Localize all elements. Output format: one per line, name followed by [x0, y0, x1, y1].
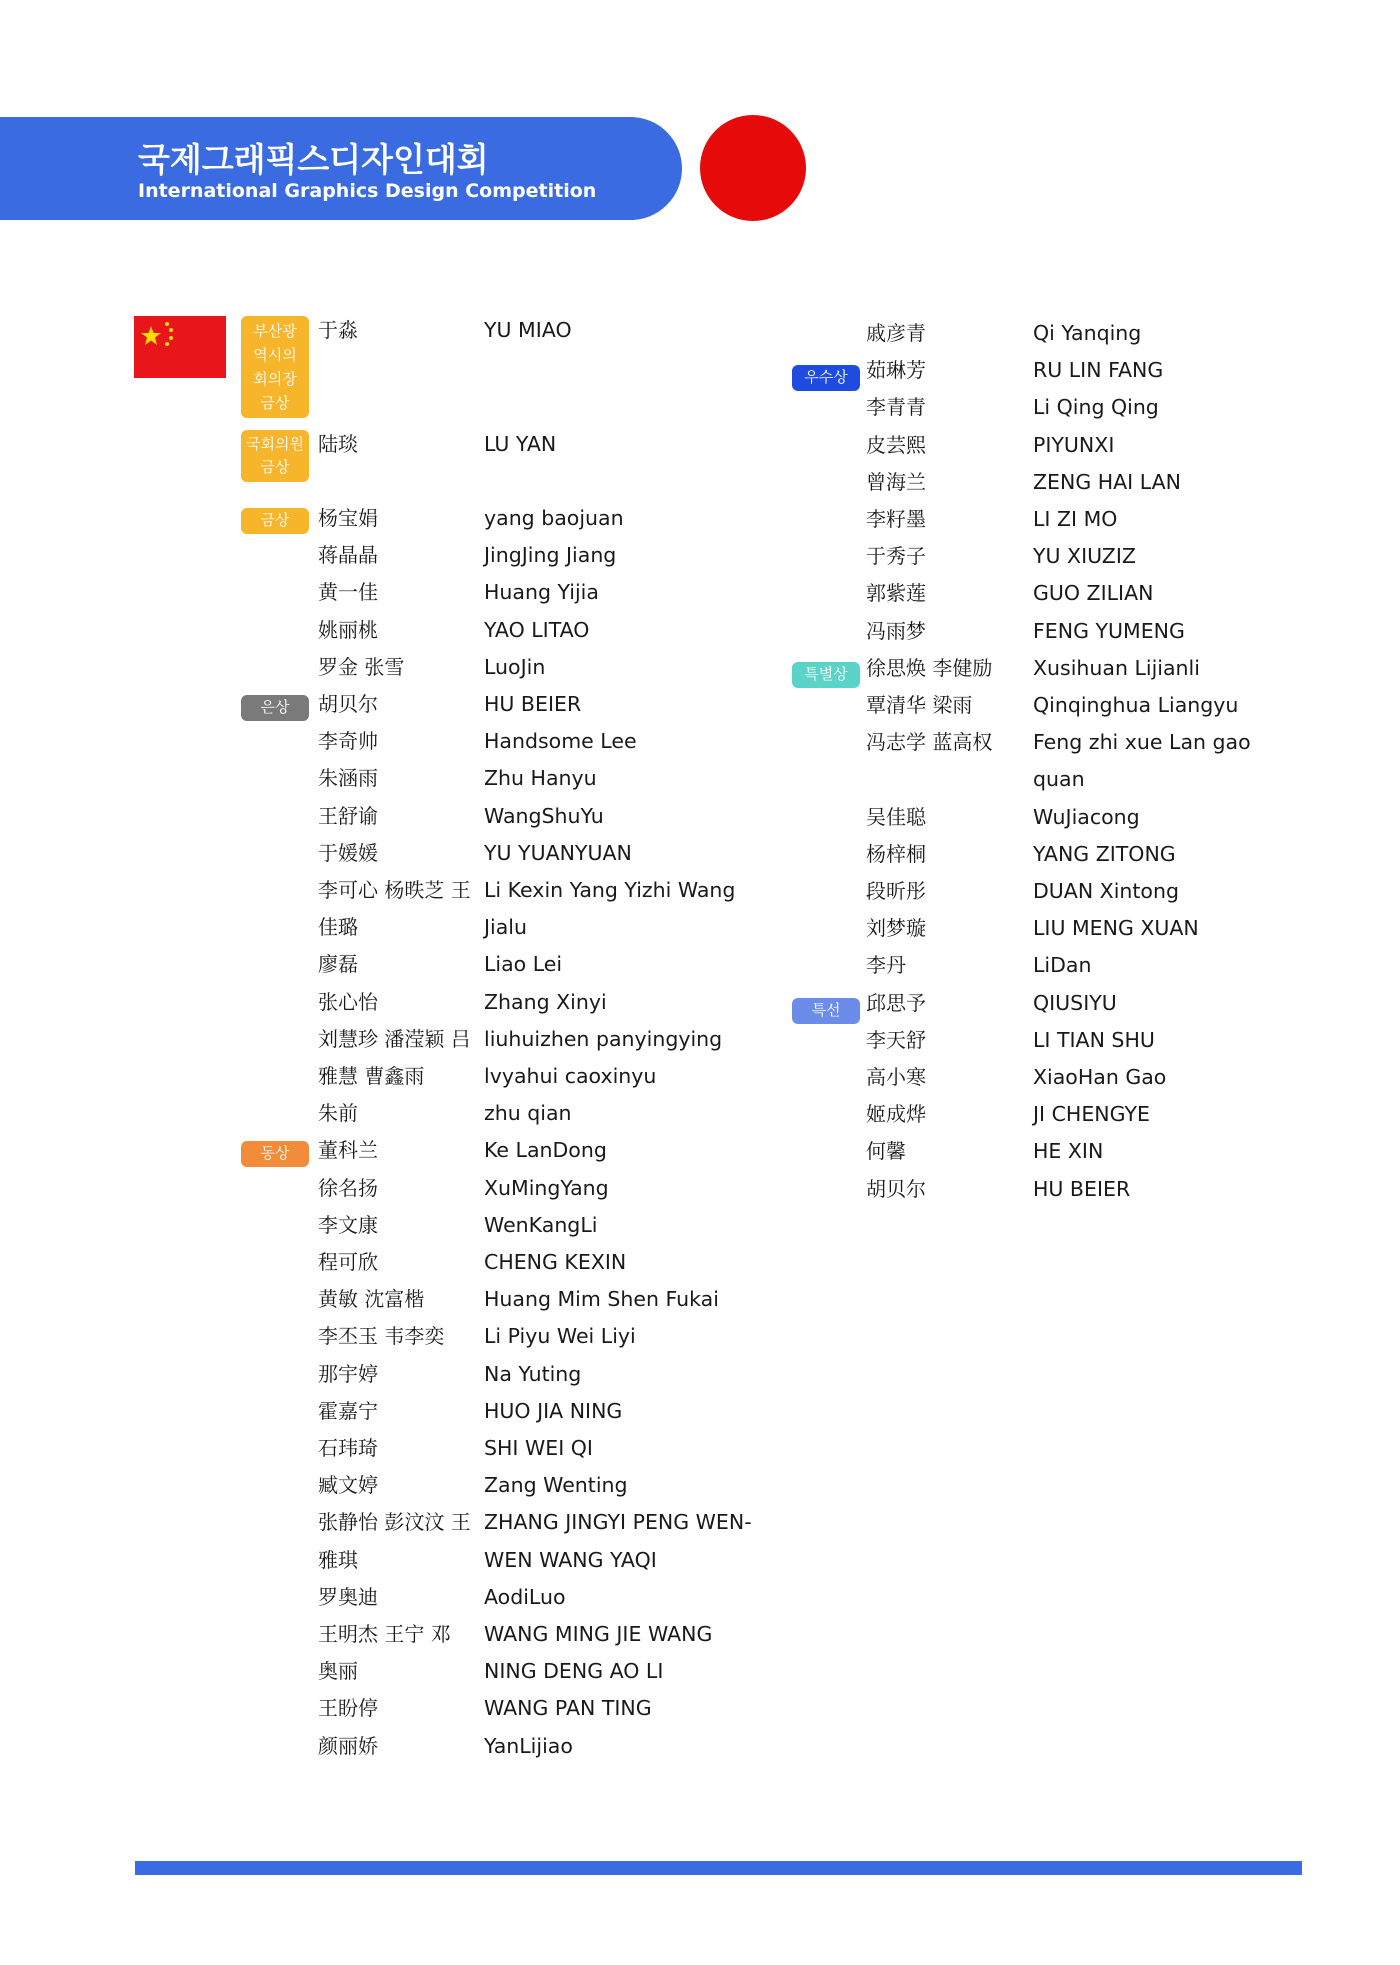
winner-name-english: Qi Yanqing	[1033, 321, 1142, 345]
winner-name-chinese: 廖磊	[318, 952, 358, 977]
winner-name-english: WEN WANG YAQI	[484, 1547, 657, 1572]
winner-name-chinese: 邱思予	[866, 990, 926, 1015]
winner-name-english: CHENG KEXIN	[484, 1250, 627, 1274]
winner-name-chinese: 雅慧 曹鑫雨	[318, 1064, 425, 1088]
winner-name-chinese: 冯雨梦	[866, 618, 926, 643]
winner-name-english: GUO ZILIAN	[1033, 581, 1154, 606]
award-badge-bronze: 동상	[241, 1141, 309, 1167]
winner-name-english: Huang Mim Shen Fukai	[484, 1287, 719, 1312]
winner-name-chinese: 石玮琦	[318, 1436, 378, 1460]
winner-name-english: Ke LanDong	[484, 1138, 607, 1163]
winner-name-chinese: 王明杰 王宁 邓	[318, 1622, 451, 1646]
winner-name-chinese: 黄敏 沈富楷	[318, 1287, 425, 1312]
winner-name-chinese: 吴佳聪	[866, 804, 926, 829]
winner-name-chinese: 高小寒	[866, 1065, 926, 1089]
award-badge-silver: 은상	[241, 695, 309, 721]
winner-name-chinese: 王舒谕	[318, 803, 378, 828]
award-badge-busan: 부산광역시의회의장금상	[241, 316, 309, 418]
winner-name-english: YAO LITAO	[484, 617, 590, 642]
winner-name-chinese: 覃清华 梁雨	[866, 693, 973, 717]
winner-name-chinese: 茹琳芳	[866, 358, 926, 383]
china-flag-icon	[134, 316, 226, 378]
winner-name-english: YanLijiao	[484, 1733, 573, 1758]
winner-name-english: ZENG HAI LAN	[1033, 469, 1181, 494]
red-circle-decoration	[700, 115, 806, 221]
winner-name-chinese: 李青青	[866, 395, 926, 420]
winner-name-english: YANG ZITONG	[1033, 841, 1176, 866]
winner-name-english: JingJing Jiang	[484, 543, 617, 568]
winner-name-english: WenKangLi	[484, 1212, 598, 1237]
winner-name-english: Zhang Xinyi	[484, 989, 607, 1014]
winner-name-chinese: 刘梦璇	[866, 916, 926, 941]
winner-name-english: Huang Yijia	[484, 580, 599, 605]
winner-name-chinese: 黄一佳	[318, 580, 378, 605]
winner-name-chinese: 李天舒	[866, 1027, 926, 1052]
winner-name-english: HE XIN	[1033, 1139, 1104, 1164]
winner-name-chinese: 胡贝尔	[318, 692, 378, 716]
winner-name-chinese: 雅琪	[318, 1547, 358, 1572]
page-title: 국제그래픽스디자인대회	[138, 140, 489, 179]
winner-name-english: Zhu Hanyu	[484, 766, 597, 791]
winner-name-chinese: 程可欣	[318, 1250, 378, 1274]
winner-name-english: WANG MING JIE WANG	[484, 1622, 713, 1646]
winner-name-english: HU BEIER	[484, 692, 582, 716]
winner-name-chinese: 皮芸熙	[866, 432, 926, 457]
winner-name-chinese: 何馨	[866, 1139, 906, 1164]
winner-name-english: NING DENG AO LI	[484, 1659, 664, 1684]
winner-name-english: PIYUNXI	[1033, 432, 1115, 457]
winner-name-chinese: 王盼停	[318, 1696, 378, 1721]
winner-name-chinese: 段昕彤	[866, 879, 926, 903]
winner-name-chinese: 杨梓桐	[866, 841, 926, 866]
winner-name-chinese: 颜丽娇	[318, 1733, 378, 1758]
winner-name-english: zhu qian	[484, 1101, 572, 1126]
winner-name-chinese: 刘慧珍 潘滢颖 吕	[318, 1026, 471, 1051]
award-badge-special: 특별상	[792, 662, 860, 688]
winner-name-english: Zang Wenting	[484, 1473, 628, 1498]
winner-name-chinese: 戚彦青	[866, 321, 926, 345]
winner-name-english: quan	[1033, 767, 1085, 792]
winner-name-english: RU LIN FANG	[1033, 358, 1164, 383]
winner-name-english: YU XIUZIZ	[1033, 544, 1136, 569]
winner-name-chinese: 董科兰	[318, 1138, 378, 1163]
winner-name-english: WuJiacong	[1033, 804, 1140, 829]
winner-name-english: Na Yuting	[484, 1361, 582, 1386]
winner-name-chinese: 胡贝尔	[866, 1176, 926, 1201]
winner-name-english: Li Kexin Yang Yizhi Wang	[484, 878, 736, 902]
winner-name-english: FENG YUMENG	[1033, 618, 1185, 643]
page-subtitle: International Graphics Design Competition	[138, 180, 597, 202]
winner-name-chinese: 蒋晶晶	[318, 543, 378, 568]
winner-name-english: LI TIAN SHU	[1033, 1027, 1155, 1052]
winner-name-english: QIUSIYU	[1033, 990, 1117, 1015]
winner-name-chinese: 郭紫莲	[866, 581, 926, 606]
winner-name-chinese: 张静怡 彭汶汶 王	[318, 1510, 471, 1535]
winner-name-chinese: 霍嘉宁	[318, 1398, 378, 1423]
winner-name-chinese: 李可心 杨昳芝 王	[318, 878, 471, 902]
winner-name-chinese: 罗奥迪	[318, 1584, 378, 1609]
winner-name-chinese: 于淼	[318, 318, 358, 342]
winner-name-chinese: 于秀子	[866, 544, 926, 569]
winner-name-chinese: 杨宝娟	[318, 506, 378, 530]
winner-name-chinese: 徐思焕 李健励	[866, 655, 993, 680]
award-badge-gold: 금상	[241, 508, 309, 534]
winner-name-chinese: 那宇婷	[318, 1361, 378, 1386]
winner-name-english: LU YAN	[484, 432, 557, 456]
winner-name-english: DUAN Xintong	[1033, 879, 1179, 903]
winner-name-english: liuhuizhen panyingying	[484, 1026, 723, 1051]
winner-name-chinese: 张心怡	[318, 989, 378, 1014]
winner-name-english: HU BEIER	[1033, 1176, 1131, 1201]
winner-name-english: LIU MENG XUAN	[1033, 916, 1199, 941]
winner-name-english: Li Qing Qing	[1033, 395, 1159, 420]
winner-name-chinese: 朱前	[318, 1101, 358, 1126]
footer-bar	[135, 1861, 1302, 1875]
winner-name-chinese: 李文康	[318, 1212, 378, 1237]
winner-name-english: ZHANG JINGYI PENG WEN-	[484, 1510, 752, 1535]
winner-name-english: YU MIAO	[484, 318, 572, 342]
winner-name-english: JI CHENGYE	[1033, 1102, 1150, 1127]
winner-name-english: lvyahui caoxinyu	[484, 1064, 657, 1088]
winner-name-english: Xusihuan Lijianli	[1033, 655, 1200, 680]
award-badge-excellence: 우수상	[792, 365, 860, 391]
winner-name-english: LI ZI MO	[1033, 507, 1118, 531]
winner-name-chinese: 李丹	[866, 953, 906, 978]
winner-name-english: XuMingYang	[484, 1175, 609, 1200]
winner-name-english: Handsome Lee	[484, 729, 637, 754]
winner-name-chinese: 朱涵雨	[318, 766, 378, 791]
winner-name-chinese: 佳璐	[318, 915, 358, 940]
winner-name-english: WangShuYu	[484, 803, 604, 828]
winner-name-chinese: 奥丽	[318, 1659, 358, 1684]
winner-name-chinese: 冯志学 蓝高权	[866, 730, 993, 755]
award-badge-selected: 특선	[792, 998, 860, 1024]
winner-name-english: XiaoHan Gao	[1033, 1065, 1167, 1089]
award-badge-assembly: 국회의원 금상	[241, 430, 309, 482]
winner-name-english: yang baojuan	[484, 506, 624, 530]
winner-name-chinese: 罗金 张雪	[318, 654, 405, 679]
winner-name-english: LiDan	[1033, 953, 1092, 978]
winner-name-english: SHI WEI QI	[484, 1436, 593, 1460]
winner-name-english: Jialu	[484, 915, 527, 940]
winner-name-chinese: 陆琰	[318, 432, 358, 456]
winner-name-chinese: 于媛媛	[318, 840, 378, 865]
winner-name-english: LuoJin	[484, 654, 546, 679]
winner-name-chinese: 姬成烨	[866, 1102, 926, 1127]
winner-name-english: WANG PAN TING	[484, 1696, 652, 1721]
winner-name-chinese: 曾海兰	[866, 469, 926, 494]
winner-name-chinese: 李籽墨	[866, 507, 926, 531]
winner-name-chinese: 李奇帅	[318, 729, 378, 754]
winner-name-chinese: 臧文婷	[318, 1473, 378, 1498]
winner-name-english: HUO JIA NING	[484, 1398, 623, 1423]
winner-name-chinese: 徐名扬	[318, 1175, 378, 1200]
winner-name-english: Qinqinghua Liangyu	[1033, 693, 1239, 717]
winner-name-english: YU YUANYUAN	[484, 840, 632, 865]
winner-name-english: Feng zhi xue Lan gao	[1033, 730, 1251, 755]
winner-name-chinese: 李丕玉 韦李奕	[318, 1324, 445, 1349]
winner-name-english: Liao Lei	[484, 952, 563, 977]
winner-name-english: AodiLuo	[484, 1584, 566, 1609]
winner-name-english: Li Piyu Wei Liyi	[484, 1324, 636, 1349]
winner-name-chinese: 姚丽桃	[318, 617, 378, 642]
